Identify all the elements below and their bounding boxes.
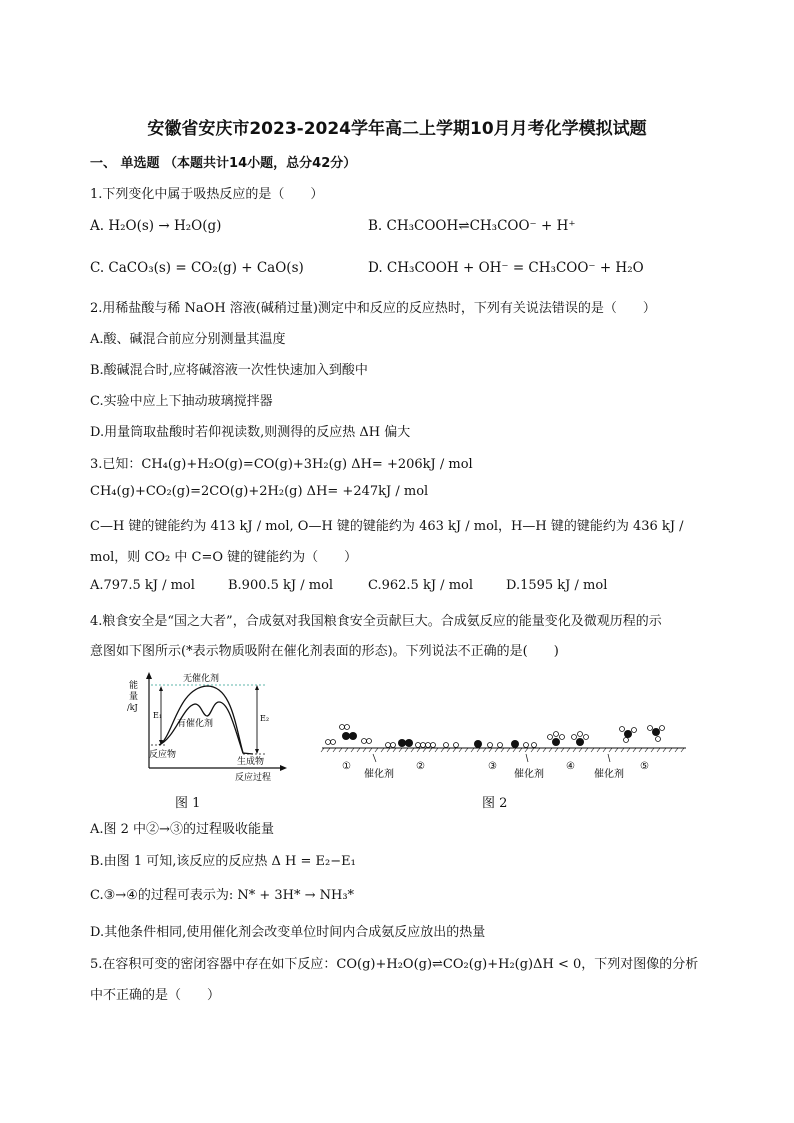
q3-option-a: A.797.5 kJ / mol — [90, 578, 195, 593]
figure-1-caption: 图 1 — [175, 796, 201, 811]
q2-option-a: A.酸、碱混合前应分别测量其温度 — [90, 332, 286, 347]
q3-option-b: B.900.5 kJ / mol — [228, 578, 334, 593]
q3-line-4: mol，则 CO₂ 中 C=O 键的键能约为（ ） — [90, 550, 358, 565]
stage-label-1: ① — [342, 761, 351, 772]
catalyst-label-1: 催化剂 — [364, 769, 394, 780]
y-axis-label-3: /kJ — [127, 703, 138, 712]
q1-option-b: B. CH₃COOH⇌CH₃COO⁻ + H⁺ — [368, 218, 576, 234]
q5-line-2: 中不正确的是（ ） — [90, 988, 221, 1003]
e2-arrow-head-down — [255, 749, 259, 754]
stage-5-ammonia — [620, 726, 665, 743]
no-catalyst-label: 无催化剂 — [183, 674, 220, 684]
q3-option-d: D.1595 kJ / mol — [506, 578, 608, 593]
x-axis-arrow — [280, 765, 287, 771]
y-axis-arrow — [146, 672, 152, 679]
q3-line-2: CH₄(g)+CO₂(g)=2CO(g)+2H₂(g) ΔH= +247kJ / mol — [90, 484, 429, 499]
surface-hatching — [321, 748, 684, 752]
q4-option-b: B.由图 1 可知,该反应的反应热 Δ H = E₂−E₁ — [90, 854, 356, 869]
q2-option-b: B.酸碱混合时,应将碱溶液一次性快速加入到酸中 — [90, 363, 368, 378]
product-label: 生成物 — [237, 757, 265, 767]
stage-label-4: ④ — [566, 761, 575, 772]
q2-stem: 2.用稀盐酸与稀 NaOH 溶液(碱稍过量)测定中和反应的反应热时，下列有关说法错误的是（ ） — [90, 301, 656, 316]
q4-option-d: D.其他条件相同,使用催化剂会改变单位时间内合成氨反应放出的热量 — [90, 925, 486, 940]
catalyst-label-3: 催化剂 — [594, 769, 624, 780]
q1-option-a: A. H₂O(s) → H₂O(g) — [90, 218, 222, 234]
catalyst-process-figure — [318, 724, 690, 784]
q4-option-a: A.图 2 中②→③的过程吸收能量 — [90, 822, 274, 837]
catalyst-pointer-2 — [526, 754, 528, 762]
q3-line-3: C—H 键的键能约为 413 kJ / mol, O—H 键的键能约为 463 kJ / mol，H—H 键的键能约为 436 kJ / — [90, 519, 684, 534]
q4-line-1: 4.粮食安全是“国之大者”，合成氨对我国粮食安全贡献巨大。合成氨反应的能量变化及微观历程的示 — [90, 614, 662, 629]
y-axis-label-1: 能 — [129, 681, 139, 691]
e2-arrow-head-up — [255, 685, 259, 690]
q1-stem: 1.下列变化中属于吸热反应的是（ ） — [90, 187, 324, 202]
q1-option-c: C. CaCO₃(s) = CO₂(g) + CaO(s) — [90, 260, 304, 276]
stage-4-ammonia — [548, 732, 589, 747]
stage-label-3: ③ — [488, 761, 497, 772]
stage-label-2: ② — [416, 761, 425, 772]
catalyst-label-2: 催化剂 — [514, 769, 544, 780]
q2-option-d: D.用量筒取盐酸时若仰视读数,则测得的反应热 ΔH 偏大 — [90, 425, 411, 440]
x-axis-label: 反应过程 — [235, 773, 272, 783]
q4-option-c: C.③→④的过程可表示为: N* + 3H* → NH₃* — [90, 888, 355, 903]
stage-label-5: ⑤ — [640, 761, 649, 772]
e2-label: E₂ — [260, 714, 270, 723]
e1-label: E₁ — [153, 711, 163, 720]
q2-option-c: C.实验中应上下抽动玻璃搅拌器 — [90, 394, 273, 409]
q3-line-1: 3.已知：CH₄(g)+H₂O(g)=CO(g)+3H₂(g) ΔH= +206kJ / mol — [90, 457, 473, 472]
catalyst-label: 有催化剂 — [177, 719, 214, 729]
catalyst-pointer-1 — [373, 754, 376, 762]
q4-line-2: 意图如下图所示(*表示物质吸附在催化剂表面的形态)。下列说法不正确的是( ) — [90, 644, 559, 659]
q5-line-1: 5.在容积可变的密闭容器中存在如下反应：CO(g)+H₂O(g)⇌CO₂(g)+H₂(g)ΔH < 0，下列对图像的分析 — [90, 957, 699, 972]
page-title: 安徽省安庆市2023-2024学年高二上学期10月月考化学模拟试题 — [147, 119, 647, 139]
stage-2-molecules — [386, 739, 436, 748]
section-heading: 一、 单选题 （本题共计14小题，总分42分） — [90, 156, 357, 171]
energy-profile-figure — [125, 668, 290, 783]
catalyst-pointer-3 — [608, 754, 610, 762]
reactant-label: 反应物 — [149, 750, 177, 760]
q3-option-c: C.962.5 kJ / mol — [368, 578, 474, 593]
stage-1-molecules — [326, 725, 372, 745]
q1-option-d: D. CH₃COOH + OH⁻ = CH₃COO⁻ + H₂O — [368, 260, 644, 276]
stage-3-atoms — [444, 740, 537, 748]
figure-2-caption: 图 2 — [482, 796, 508, 811]
e1-arrow-head-up — [159, 686, 163, 691]
y-axis-label-2: 量 — [129, 692, 139, 702]
